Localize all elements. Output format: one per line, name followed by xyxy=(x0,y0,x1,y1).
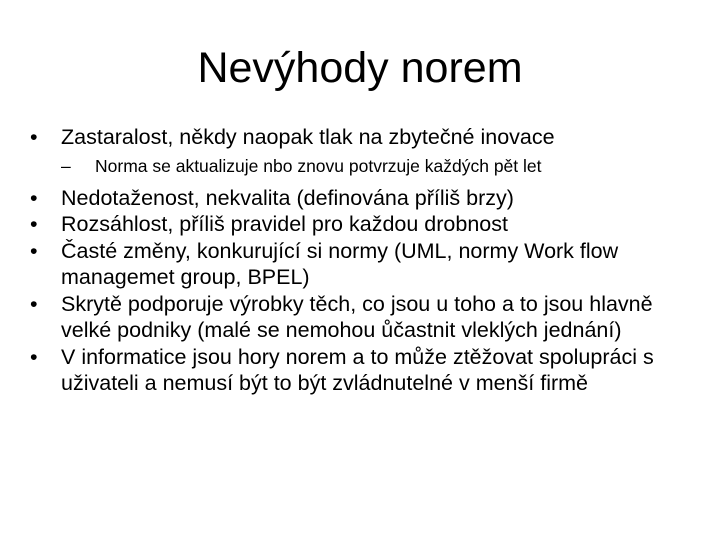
dash-icon: – xyxy=(61,155,71,176)
bullet-icon: • xyxy=(30,212,38,236)
sub-list xyxy=(61,155,695,177)
sub-item xyxy=(61,155,695,177)
bullet-item xyxy=(30,124,695,177)
bullet-item xyxy=(30,211,695,238)
bullet-text: V informatice jsou hory norem a to může ztěžovat spolupráci s uživateli a nemusí být to být zvládnutelné v menší firmě xyxy=(61,344,654,395)
bullet-item xyxy=(30,344,695,397)
bullet-text: Nedotaženost, nekvalita (definována příliš brzy) xyxy=(61,185,514,210)
bullet-icon: • xyxy=(30,344,38,369)
bullet-icon: • xyxy=(30,291,38,316)
slide-title: Nevýhody norem xyxy=(197,44,523,92)
bullet-text: Zastaralost, někdy naopak tlak na zbytečné inovace xyxy=(61,125,555,149)
sub-item-text: Norma se aktualizuje nbo znovu potvrzuje každých pět let xyxy=(95,155,542,176)
bullet-icon: • xyxy=(30,238,38,263)
bullet-list xyxy=(30,124,695,397)
bullet-item xyxy=(30,185,695,212)
bullet-text: Časté změny, konkurující si normy (UML, normy Work flow managemet group, BPEL) xyxy=(61,238,619,289)
bullet-icon: • xyxy=(30,125,38,149)
bullet-item xyxy=(30,238,695,291)
bullet-text: Rozsáhlost, příliš pravidel pro každou drobnost xyxy=(61,212,508,236)
bullet-icon: • xyxy=(30,185,38,210)
bullet-item xyxy=(30,291,695,344)
bullet-text: Skrytě podporuje výrobky těch, co jsou u toho a to jsou hlavně velké podniky (malé se nemohou ůčastnit vleklých jednání) xyxy=(61,291,653,342)
